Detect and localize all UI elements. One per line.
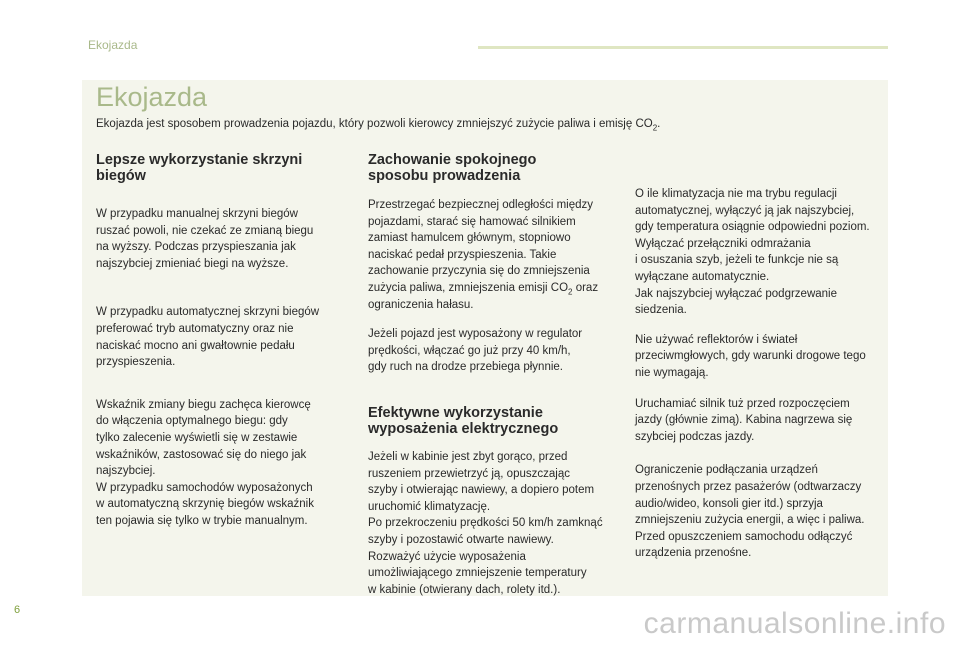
paragraph-engine-start: Uruchamiać silnik tuż przed rozpoczęciem jazdy (głównie zimą). Kabina nagrzewa się szybciej podczas jazdy.	[635, 397, 853, 443]
page-number: 6	[14, 604, 21, 616]
column-equipment	[635, 186, 885, 562]
column-driving	[368, 152, 618, 598]
safe-distance-subscript: 2	[568, 287, 573, 297]
heading-calm-driving: Zachowanie spokojnego sposobu prowadzenia	[368, 152, 537, 184]
intro-main: Ekojazda jest sposobem prowadzenia pojazdu, który pozwoli kierowcy zmniejszyć zużycie paliwa i emisję CO	[96, 118, 653, 130]
intro-text	[96, 118, 876, 132]
page-title: Ekojazda	[96, 82, 208, 112]
heading-electrical-equipment: Efektywne wykorzystanie wyposażenia elektrycznego	[368, 404, 559, 437]
watermark: carmanualsonline.info	[643, 607, 946, 640]
paragraph-cruise-control: Jeżeli pojazd jest wyposażony w regulator prędkości, włączać go już przy 40 km/h, gdy ruch na drodze przebiega płynnie.	[368, 328, 583, 374]
paragraph-fog-lights: Nie używać reflektorów i świateł przeciwmgłowych, gdy warunki drogowe tego nie wymagają.	[635, 333, 866, 379]
paragraph-climate-control: O ile klimatyzacja nie ma trybu regulacji automatycznej, wyłączyć ją jak najszybciej, gdy temperatura osiągnie odpowiedni poziom. Wyłączać przełączniki odmrażania i osuszania szyb, jeżeli te funkcje nie są wyłączane automatycznie. Jak najszybciej wyłączać podgrzewanie siedzenia.	[635, 188, 870, 317]
paragraph-manual-gearbox: W przypadku manualnej skrzyni biegów ruszać powoli, nie czekać ze zmianą biegu na wyższy. Podczas przyspieszania jak najszybciej zmieniać biegi na wyższe.	[96, 208, 314, 270]
intro-end: .	[657, 118, 661, 130]
safe-distance-end: oraz ograniczenia hałasu.	[368, 281, 599, 311]
safe-distance-text: Przestrzegać bezpiecznej odległości między pojazdami, starać się hamować silnikiem zamiast hamulcem głównym, stopniowo naciskać pedał przyspieszenia. Takie zachowanie przyczynia się do zmniejszenia zużycia paliwa, zmniejszenia emisji CO	[368, 199, 593, 294]
paragraph-automatic-gearbox: W przypadku automatycznej skrzyni biegów preferować tryb automatyczny oraz nie naciskać mocno ani gwałtownie pedału przyspieszenia.	[96, 306, 320, 369]
intro-subscript: 2	[652, 123, 658, 133]
paragraph-air-conditioning: Jeżeli w kabinie jest zbyt gorąco, przed ruszeniem przewietrzyć ją, opuszczając szyby i otwierając nawiewy, a dopiero potem uruchomić klimatyzację. Po przekroczeniu prędkości 50 km/h zamknąć szyby i pozostawić otwarte nawiewy. Rozważyć użycie wyposażenia umożliwiającego zmniejszenie temperatury w kabinie (otwierany dach, rolety itd.).	[368, 450, 603, 596]
paragraph-gear-indicator: Wskaźnik zmiany biegu zachęca kierowcę do włączenia optymalnego biegu: gdy tylko zalecenie wyświetli się w zestawie wskaźników, zastosować się do niego jak najszybciej. W przypadku samochodów wyposażonych w automatyczną skrzynię biegów wskaźnik ten pojawia się tylko w trybie manualnym.	[96, 398, 314, 527]
section-tab: Ekojazda	[88, 38, 138, 52]
header-divider	[478, 46, 888, 49]
heading-gears: Lepsze wykorzystanie skrzyni biegów	[96, 152, 303, 184]
paragraph-safe-distance	[368, 197, 618, 313]
column-gears	[96, 152, 341, 530]
paragraph-portable-devices: Ograniczenie podłączania urządzeń przenośnych przez pasażerów (odtwarzaczy audio/wideo, konsoli gier itd.) sprzyja zmniejszeniu zużycia energii, a więc i paliwa. Przed opuszczeniem samochodu odłączyć urządzenia przenośne.	[635, 464, 865, 560]
